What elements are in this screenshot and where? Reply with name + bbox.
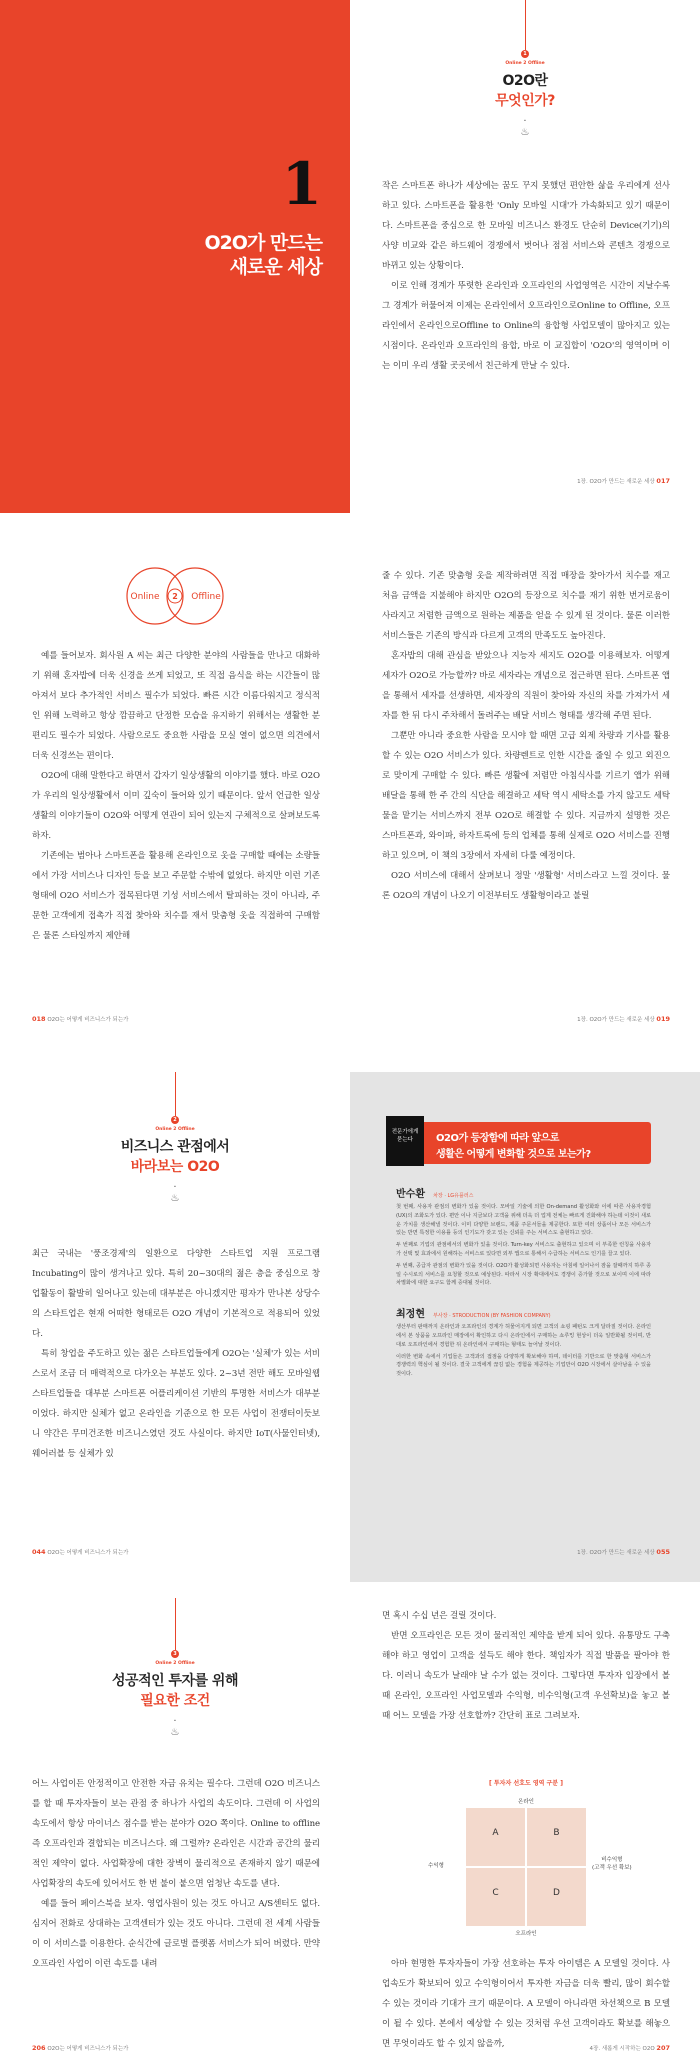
paragraph: 반면 오프라인은 모든 것이 물리적인 제약을 받게 되어 있다. 유통망도 구축해야 하고 영업이 고객을 설득도 해야 한다. 책임자가 직접 발품을 팔아야 한다. 이러니 속도가 날래야 날 수가 없는 것이다. 그렇다면 투자자 입장에서 볼 때 온라인, 오프라인 사업모델과 수익형, 비수익형(고객 우선확보)을 놓고 볼 때 어느 모델을 가장 선호할까? 간단히 표로 그려보자. xyxy=(382,1631,670,1721)
expert-2-header xyxy=(396,1302,651,1321)
panel-title-1: O2O가 등장함에 따라 앞으로 xyxy=(436,1133,560,1144)
body-text xyxy=(382,566,670,906)
paragraph: 특히 창업을 주도하고 있는 젊은 스타트업들에게 O2O는 '실체'가 있는 서비스로서 조금 더 매력적으로 다가오는 부분도 있다. 2~3년 전만 해도 모바일웹 스타트업들을 대부분 스마트폰 어플리케이션 기반의 투명한 서비스가 대부분이었다. 하지만 실체가 없고 온라인을 기준으로 한 모든 사업이 전쟁터이듯보니 약간은 무미건조한 비즈니스였던 것도 사실이다. 하지만 IoT(사물인터넷), 웨어러블 등 실체가 있 xyxy=(32,1349,320,1459)
pin-line xyxy=(175,1598,176,1650)
horizontal-divider xyxy=(466,1866,586,1868)
page-number: 017 xyxy=(656,477,670,485)
expert-paragraph: 첫 번째, 사용자 관점의 변화가 있을 것이다. 모바일 기술에 의한 On-demand 활성화와 이에 따른 사용자경험(UX)의 조화도가 있다. 편안 이나 지금보다 고객을 위해 더욱 더 업계 전체는 빠르게 진화해야 하는데 이것이 새로운 가치를 생산해낼 것이다. 이미 다양한 브랜드, 제품 주문서들을 제공한다. 또한 여러 상품이나 모든 서비스가 있는 반면 특정한 이용률 등의 인기도가 갖고 있는 신뢰를 주는 서비스도 출현하고 있다. xyxy=(396,1204,651,1237)
investor-preference-diagram xyxy=(382,1778,670,1938)
chapter-number: 1 xyxy=(281,150,322,218)
expert-panel-header xyxy=(391,1122,651,1164)
axis-label-right xyxy=(592,1856,632,1872)
expert-badge-text: 전문가에게 묻는다 xyxy=(391,1129,419,1143)
diagram-offline-label: Offline xyxy=(191,592,221,602)
folio-text: O2O는 어떻게 비즈니스가 되는가 xyxy=(47,1017,129,1023)
page-number: 044 xyxy=(32,1548,46,1556)
chapter-title-line-2: 새로운 세상 xyxy=(229,256,322,278)
paragraph: 기존에는 범아나 스마트폰을 활용해 온라인으로 옷을 구매할 때에는 소량들에서 가장 서비스나 디자인 등을 보고 주문할 수밖에 없었다. 하지만 이런 기존 형태에 O2O 서비스가 접목된다면 기성 서비스에서 탈피하는 것이 아니라, 주문한 고객에게 접촉가 직접 찾아와 치수를 재서 맞춤형 옷을 직접하여 구매함은 물론 스타일까지 제안해 xyxy=(32,851,320,941)
expert-name: 반수환 xyxy=(396,1189,425,1200)
axis-label-bottom: 오프라인 xyxy=(515,1931,537,1937)
expert-1-header xyxy=(396,1182,651,1201)
page-folio xyxy=(577,1015,670,1023)
section-kicker: Online 2 Offline xyxy=(155,1127,195,1132)
section-badge: 3 xyxy=(171,1650,179,1658)
paragraph: 작은 스마트폰 하나가 세상에는 꿈도 꾸지 못했던 편안한 삶을 우리에게 선사하고 있다. 스마트폰을 활용한 'Only 모바일 시대'가 가속화되고 있기 때문이다. 스마트폰을 중심으로 한 모바일 비즈니스 환경도 단순히 Device(기기)의 사양 비교와 같은 하드웨어 경쟁에서 벗어나 점점 서비스와 콘텐츠 경쟁으로 바뀌고 있는 상황이다. xyxy=(382,181,670,271)
section-kicker: Online 2 Offline xyxy=(155,1661,195,1666)
section-heading xyxy=(350,0,700,138)
folio-text: 1장. O2O가 만드는 새로운 세상 xyxy=(577,1550,655,1556)
online-offline-diagram xyxy=(110,566,240,626)
quadrant-box xyxy=(466,1808,586,1926)
page-folio xyxy=(590,2044,670,2052)
page-folio xyxy=(577,1548,670,1556)
page-number: 018 xyxy=(32,1015,46,1023)
expert-paragraph: 생산부터 판매까지 온라인과 오프라인의 경계가 허물어지게 되면 고객의 쇼핑 패턴도 크게 달라질 것이다. 온라인에서 본 상품을 오프라인 매장에서 확인하고 다시 온라인에서 구매하는 쇼루밍 현상이 더욱 일반화될 것이며, 반대로 오프라인에서 경험한 뒤 온라인에서 구매하는 형태도 늘어날 것이다. xyxy=(396,1324,651,1348)
page-folio xyxy=(32,1015,129,1023)
expert-name: 최정현 xyxy=(396,1309,425,1321)
section-heading xyxy=(0,1598,350,1738)
lightbulb-icon: · ♨ xyxy=(520,116,530,138)
body-text xyxy=(32,1244,320,1464)
expert-paragraph: 두 번째, 공급자 관점의 변화가 있을 것이다. O2O가 활성화되면 사용자는 아침에 일어나서 잠을 잘때까지 하루 종일 수시로의 서비스를 요청할 것으로 예상된다. 따라서 시장 확대에서도 경쟁이 증가할 것으로 보이며 이에 따라 차별화에 대한 요구도 함께 증대될 것이다. xyxy=(396,1262,651,1287)
axis-label-right-line-2: (고객 우선 확보) xyxy=(592,1865,632,1871)
chapter-cover-page xyxy=(0,0,350,513)
quadrant-c: C xyxy=(492,1888,499,1898)
paragraph: 예를 들어 페이스북을 보자. 영업사원이 있는 것도 아니고 A/S센터도 없다. 심지어 전화로 상대하는 고객센터가 있는 것도 아니다. 그런데 전 세계 사람들이 이 서비스를 이용한다. 순식간에 글로벌 플랫폼 서비스가 되어 버렸다. 만약 오프라인 사업이 이런 속도를 내려 xyxy=(32,1899,320,1969)
section-badge: 1 xyxy=(521,50,529,58)
section-title-1: 성공적인 투자를 위해 xyxy=(112,1673,238,1689)
left-page xyxy=(0,1072,350,1582)
panel-title-2: 생활은 어떻게 변화할 것으로 보는가? xyxy=(436,1149,591,1160)
section-title-2: 무엇인가? xyxy=(495,93,555,109)
body-text-top xyxy=(382,1606,670,1726)
body-text-bottom xyxy=(382,1954,670,2054)
folio-text: 1장. O2O가 만드는 새로운 세상 xyxy=(577,1017,655,1023)
expert-badge xyxy=(386,1116,424,1166)
right-page xyxy=(350,536,700,1050)
paragraph: 그뿐만 아니라 중요한 사람을 모시야 할 때면 고급 외제 차량과 기사를 활용할 수 있는 O2O 서비스가 있다. 차량렌트로 인한 시간을 줄일 수 있고 외진으로 맞이게 구매할 수 있다. 빠른 생활에 저렴만 아침식사를 기르기 앱가 위해 배달을 통해 한 주 간의 식단을 해결하고 세탁 역시 세탁소를 가지 않고도 세탁물을 맡기는 서비스까지 전부 O2O로 해결할 수 있다. 지금까지 설명한 것은 스마트폰과, 와이파, 하자트록에 등의 업체를 통해 실제로 O2O 서비스를 진행하고 있으며, 이 책의 3장에서 자세히 다룰 예정이다. xyxy=(382,731,670,861)
chapter-title-line-1: O2O가 만드는 xyxy=(204,232,322,254)
body-text xyxy=(32,646,320,946)
paragraph: 이로 인해 경계가 뚜렷한 온라인과 오프라인의 사업영역은 시간이 지날수록 그 경계가 허물어져 이제는 온라인에서 오프라인으로Online to Offline, 오프라인에서 온라인으로Offline to Online의 융합형 사업모델이 많아지고 있는 시점이다. 온라인과 오프라인의 융합, 바로 이 교집합이 'O2O'의 영역이며 이는 이미 우리 생활 곳곳에서 친근하게 만날 수 있다. xyxy=(382,281,670,371)
paragraph: 아마 현명한 투자자들이 가장 선호하는 투자 아이템은 A 모델일 것이다. 사업속도가 확보되어 있고 수익형이어서 투자한 자금을 더욱 빨리, 많이 회수할 수 있는 것이라 기대가 크기 때문이다. A 모델이 아니라면 차선책으로 B 모델이 될 수 있다. 본에서 예상할 수 있는 것처럼 우선 고객이라도 확보를 해놓으면 무엇이라도 할 수 있지 않을까, xyxy=(382,1959,670,2049)
page-folio xyxy=(577,477,670,485)
pin-line xyxy=(525,0,526,50)
right-page xyxy=(350,1598,700,2063)
page-number: 206 xyxy=(32,2044,46,2052)
axis-label-left: 수익형 xyxy=(428,1863,444,1869)
section-title-2: 바라보는 O2O xyxy=(130,1159,220,1175)
paragraph: O2O 서비스에 대해서 살펴보니 정말 '생활형' 서비스라고 느낄 것이다. 물론 O2O의 개념이 나오기 이전부터도 생활형이라고 불릴 xyxy=(382,871,670,901)
spread-1 xyxy=(0,0,700,513)
page-folio xyxy=(32,2044,129,2052)
spread-4 xyxy=(0,1598,700,2063)
paragraph: 최근 국내는 '풍조경제'의 일환으로 다양한 스타트업 지원 프로그램 Incubating이 많이 생겨나고 있다. 특히 20~30대의 젊은 층을 중심으로 창업활동이 활발히 일어나고 있는데 대부분은 아니겠지만 평자가 만나본 상당수의 스타트업은 현재 어떠한 형태로든 O2O 개념이 기본적으로 적용되어 있었다. xyxy=(32,1249,320,1339)
axis-label-right-line-1: 비수익형 xyxy=(601,1857,623,1863)
quadrant-d: D xyxy=(553,1888,560,1898)
section-title-2: 필요한 조건 xyxy=(140,1693,210,1709)
spread-2 xyxy=(0,536,700,1050)
section-title-1: 비즈니스 관점에서 xyxy=(120,1139,230,1155)
paragraph: O2O에 대해 말한다고 하면서 갑자기 일상생활의 이야기를 했다. 바로 O2O가 우리의 일상생활에서 이미 깊숙이 들어와 있기 때문이다. 앞서 언급한 일상생활의 이야기들이 O2O와 어떻게 연관이 되어 있는지 구체적으로 살펴보도록 하자. xyxy=(32,771,320,841)
section-title-1: O2O란 xyxy=(502,73,548,89)
section-heading xyxy=(0,1072,350,1204)
diagram-middle-label: 2 xyxy=(172,592,178,601)
page-number: 055 xyxy=(656,1548,670,1556)
pin-line xyxy=(175,1072,176,1116)
expert-affiliation: 부사장 · STRODUCTION (BY FASHION COMPANY) xyxy=(433,1313,551,1320)
paragraph: 어느 사업이든 안정적이고 안전한 자금 유치는 필수다. 그런데 O2O 비즈니스를 할 때 투자자들이 보는 관점 중 하나가 사업의 속도이다. 그런데 이 사업의 속도에서 항상 마이너스 점수를 받는 분야가 O2O 쪽이다. Online to offline 즉 오프라인과 결합되는 비즈니스다. 왜 그럴까? 온라인은 시간과 공간의 물리적인 제약이 없다. 사업확장에 대한 장벽이 물리적으로 존재하지 않기 때문에 사업확장의 속도에 있어서도 한 번 불이 붙으면 엄청난 속도를 낸다. xyxy=(32,1779,320,1889)
quadrant-b: B xyxy=(553,1828,560,1838)
page-number: 207 xyxy=(656,2044,670,2052)
paragraph: 면 혹시 수십 년은 걸릴 것이다. xyxy=(382,1611,497,1621)
left-page xyxy=(0,536,350,1050)
diagram-online-label: Online xyxy=(130,592,160,602)
expert-panel-page xyxy=(350,1072,700,1582)
expert-affiliation: 차장 · LG유플러스 xyxy=(433,1193,474,1199)
folio-text: O2O는 어떻게 비즈니스가 되는가 xyxy=(47,2046,129,2052)
expert-paragraph: 이러한 변화 속에서 기업들은 고객과의 접점을 다양하게 확보해야 하며, 데이터를 기반으로 한 맞춤형 서비스가 경쟁력의 핵심이 될 것이다. 결국 고객에게 끊김 없는 경험을 제공하는 기업만이 O2O 시장에서 살아남을 수 있을 것이다. xyxy=(396,1353,651,1378)
folio-text: 1장. O2O가 만드는 새로운 세상 xyxy=(577,479,655,485)
spread-3 xyxy=(0,1072,700,1582)
intro-page xyxy=(350,0,700,513)
page-folio xyxy=(32,1548,129,1556)
section-kicker: Online 2 Offline xyxy=(505,61,545,66)
axis-label-top: 온라인 xyxy=(518,1799,534,1805)
quadrant-a: A xyxy=(492,1828,499,1838)
lightbulb-icon: · ♨ xyxy=(170,1716,180,1738)
body-text xyxy=(382,176,670,376)
left-page xyxy=(0,1598,350,2063)
paragraph: 혼자밥의 대해 관심을 받았으나 지능자 세지도 O2O를 이용해보자. 어떻게 세자가 O2O로 가능할까? 바로 세자라는 개념으로 접근하면 된다. 스마트폰 앱을 통해서 세자를 선생하면, 세자장의 직원이 찾아와 자신의 차를 가져가서 세자를 한 뒤 다시 주차해서 돌려주는 배달 서비스 형태를 생각해 주면 된다. xyxy=(382,651,670,721)
lightbulb-icon: · ♨ xyxy=(170,1182,180,1204)
page-number: 019 xyxy=(656,1015,670,1023)
paragraph: 예를 들어보자. 회사원 A 씨는 최근 다양한 분야의 사람들을 만나고 대화하기 위해 혼자밥에 더욱 신경을 쓰게 되었고, 또 직접 음식을 하는 시간들이 많아져서 보다 추가적인 서비스 필수가 되었다. 빠른 시간 이름다워지고 정식적인 위해 노력하고 항상 깜끔하고 단정한 모습을 유지하기 위해서는 생활한 분 편리도 필수가 되었다. 사람으로도 중요한 사람을 모실 열이 없으면 의견에서 더욱 신경쓰는 편이다. xyxy=(32,651,320,761)
expert-paragraph: 두 번째로 기업의 관점에서의 변화가 있을 것이다. Turn-key 서비스도 출현하고 있으며 이 부족한 런칭을 사용자가 선택 및 효과에서 원해하는 서비스로 있다면 외부 앱으로 통해서 수급하는 서비스도 인기를 끌고 있다. xyxy=(396,1242,651,1257)
diagram-title: [ 투자자 선호도 영역 구분 ] xyxy=(489,1780,563,1787)
body-text xyxy=(32,1774,320,1974)
folio-text: 4장. 새롭게 시작하는 O2O xyxy=(589,2046,655,2052)
paragraph: 줄 수 있다. 기존 맞춤형 옷을 제작하려면 직접 매장을 찾아가서 치수를 재고 처음 금액을 지불해야 하지만 O2O의 등장으로 치수를 재기 위한 번거로움이 사라지고 저렴한 금액으로 원하는 제품을 얻을 수 있게 된 것이다. 물론 이러한 서비스들은 기존의 방식과 다르게 고객의 만족도도 높아진다. xyxy=(382,571,670,641)
expert-answers xyxy=(396,1182,651,1379)
folio-text: O2O는 어떻게 비즈니스가 되는가 xyxy=(47,1550,129,1556)
section-badge: 2 xyxy=(171,1116,179,1124)
